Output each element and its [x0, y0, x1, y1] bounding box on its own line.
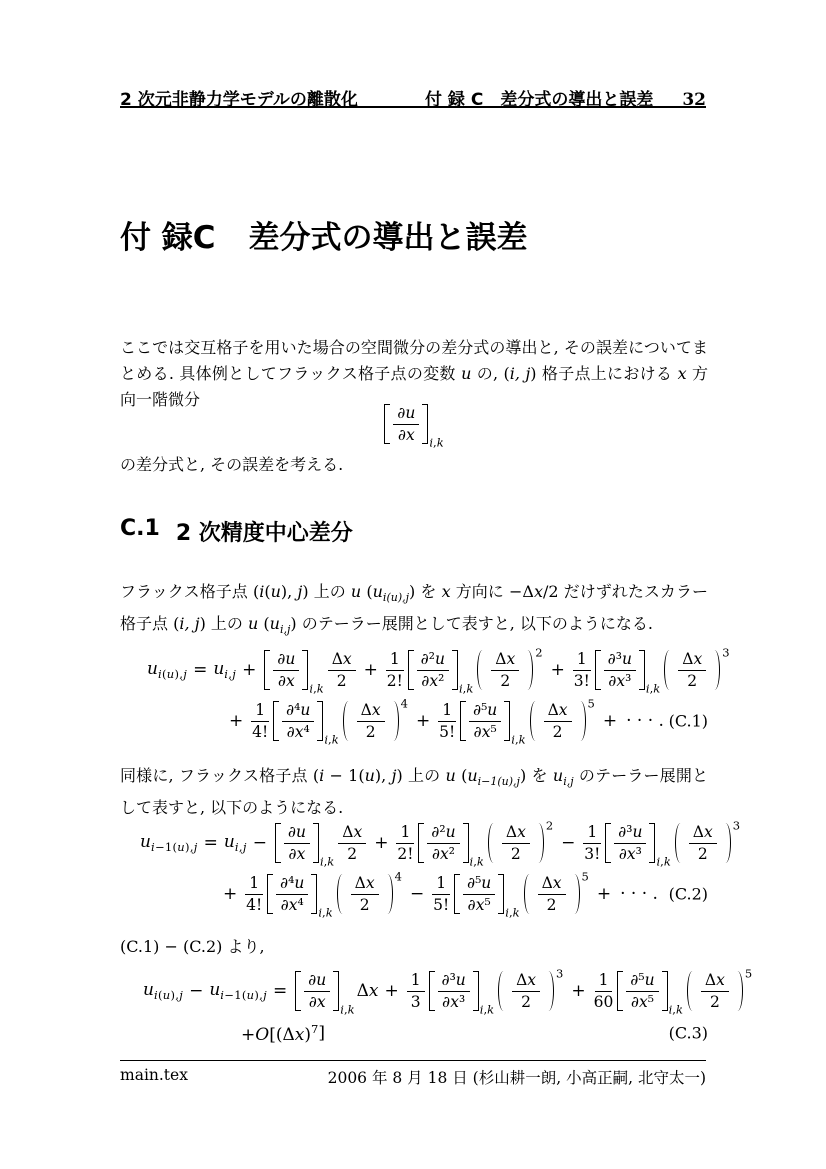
chapter-title-text: 差分式の導出と誤差 [248, 220, 528, 256]
equation-c2-math-line2: + $\frac{1}{4!}$ $\frac{\text{∂⁴u}}{\text{∂x⁴}}$ i,k $\frac{\Delta x}{2}$ 4 − $\frac{1}{5!}$ $\frac{\text{∂⁵u}}{\text{∂x⁵}}$ i,k $\frac{\Delta x}{2}$ 5 + · · · . [223, 869, 658, 920]
equation-c1 [120, 642, 730, 747]
equation-c3-line1 [120, 963, 753, 1019]
header-rule [120, 106, 706, 108]
chapter-title [120, 212, 528, 257]
display-formula [120, 398, 708, 450]
footer-rule [120, 1060, 706, 1061]
equation-c3-math-line2: $+O[(\Delta x)^7$ ] [241, 1021, 325, 1045]
paragraph-taylor2: 同様に, フラックス格子点 (i − 1(u), j) 上の u $(u_{i-1(u),j})$ を $u_{i,j}$ のテーラー展開として表すと, 以下のようになる. [120, 766, 709, 818]
display-formula-math: $\frac{\partial u}{\partial x}$ i,k [382, 404, 445, 444]
equation-c2 [120, 815, 741, 920]
equation-c1-label: (C.1) [668, 711, 708, 731]
paragraph-taylor1: フラックス格子点 (i(u), j) 上の u $(u_{i(u),j})$ を x 方向に −Δx/2 だけずれたスカラー格子点 (i, j) 上の u $(u_{i,j})$ のテーラー展開として表すと, 以下のようになる. [120, 582, 708, 637]
equation-c3-math-line1: $u_{i(u),j}$ − $u_{i-1(u),j}$ = $\frac{\partial u}{\partial x}$ i,k Δx + $\frac{1}{3}$ $\frac{\text{∂³u}}{\text{∂x³}}$ i,k $\frac{\Delta x}{2}$ 3 + $\frac{1}{60}$ $\frac{\text{∂⁵u}}{\text{∂x⁵}}$ i,k $\frac{\Delta x}{2}$ 5 [143, 966, 753, 1017]
section-title-text: 2 次精度中心差分 [175, 521, 353, 546]
footer-filename: main.tex [120, 1066, 188, 1084]
header-center-title: 付 録 C 差分式の導出と誤差 [425, 90, 654, 110]
page-footer [120, 1066, 706, 1088]
chapter-number: 付 録C [120, 220, 216, 256]
equation-c2-line2 [120, 869, 708, 920]
equation-c2-math-line1: $u_{i-1(u),j}$ = $u_{i,j}$ − $\frac{\partial u}{\partial x}$ i,k $\frac{\Delta x}{2}$ + $\frac{1}{2!}$ $\frac{\text{∂²u}}{\text{∂x²}}$ i,k $\frac{\Delta x}{2}$ 2 − $\frac{1}{3!}$ $\frac{\text{∂³u}}{\text{∂x³}}$ i,k $\frac{\Delta x}{2}$ 3 [140, 818, 741, 869]
section-number: C.1 [120, 516, 160, 541]
paragraph-intro-continuation: の差分式と, その誤差を考える. [120, 455, 344, 474]
equation-c3-line2 [120, 1019, 708, 1047]
paragraph-subtract: (C.1) − (C.2) より, [120, 937, 265, 956]
equation-c3-label: (C.3) [668, 1023, 708, 1043]
equation-c2-line1 [120, 815, 741, 871]
equation-c2-label: (C.2) [668, 884, 708, 904]
equation-c3 [120, 963, 753, 1047]
header-left-title: 2 次元非静力学モデルの離散化 [120, 90, 358, 110]
page-number: 32 [682, 90, 706, 110]
paragraph-intro: ここでは交互格子を用いた場合の空間微分の差分式の導出と, その誤差についてまとめる. 具体例としてフラックス格子点の変数 u の, (i, j) 格子点上における x 方向一階微分 [120, 338, 708, 409]
equation-c1-line2 [120, 696, 708, 747]
footer-date-authors: 2006 年 8 月 18 日 (杉山耕一朗, 小高正嗣, 北守太一) [327, 1069, 706, 1087]
equation-c1-math-line1: $u_{i(u),j}$ = $u_{i,j}$ + $\frac{\partial u}{\partial x}$ i,k $\frac{\Delta x}{2}$ + $\frac{1}{2!}$ $\frac{\text{∂²u}}{\text{∂x²}}$ i,k $\frac{\Delta x}{2}$ 2 + $\frac{1}{3!}$ $\frac{\text{∂³u}}{\text{∂x³}}$ i,k $\frac{\Delta x}{2}$ 3 [147, 645, 730, 696]
section-heading [120, 516, 353, 547]
equation-c1-line1 [120, 642, 730, 698]
equation-c1-math-line2: + $\frac{1}{4!}$ $\frac{\text{∂⁴u}}{\text{∂x⁴}}$ i,k $\frac{\Delta x}{2}$ 4 + $\frac{1}{5!}$ $\frac{\text{∂⁵u}}{\text{∂x⁵}}$ i,k $\frac{\Delta x}{2}$ 5 + · · · . [229, 696, 664, 747]
